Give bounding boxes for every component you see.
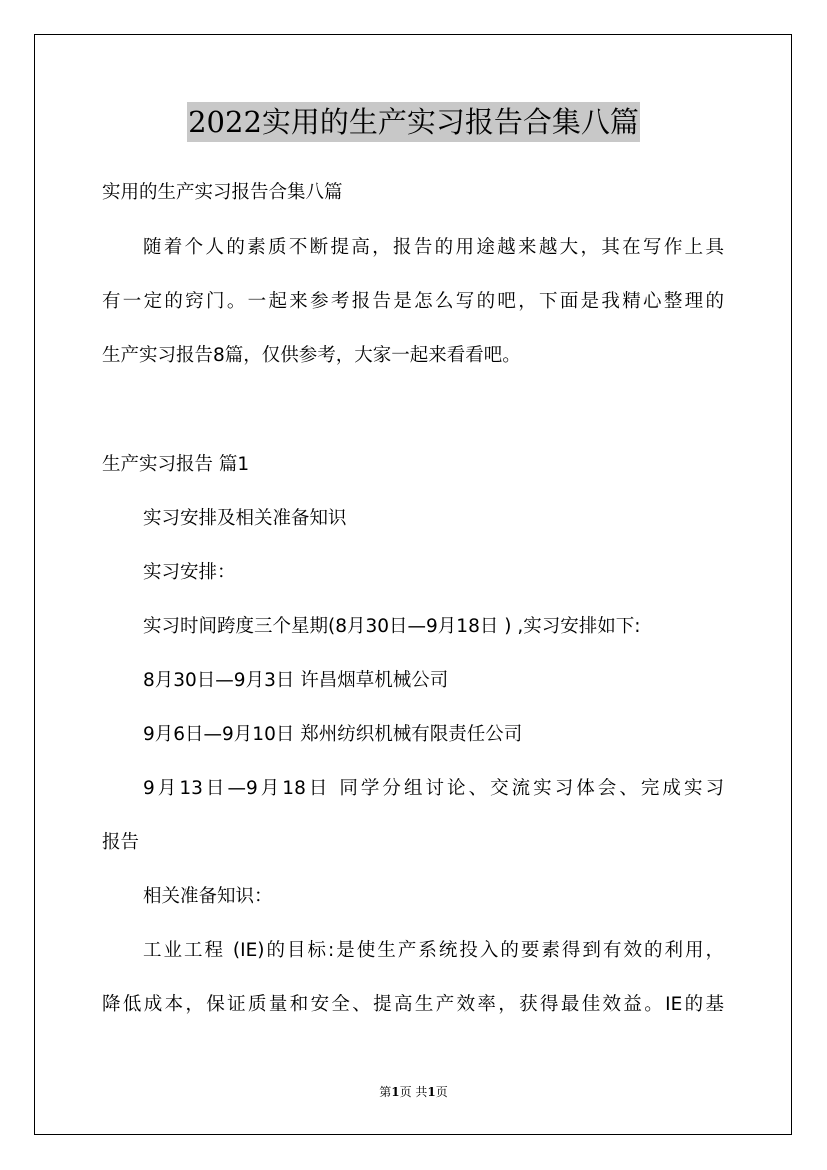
body-line: 8月30日—9月3日 许昌烟草机械公司 bbox=[143, 670, 449, 691]
body-line: 降低成本，保证质量和安全、提高生产效率，获得最佳效益。IE的基 bbox=[102, 994, 724, 1015]
body-line: 9月13日—9月18日 同学分组讨论、交流实习体会、完成实习 bbox=[143, 778, 724, 799]
intro-line-3: 生产实习报告8篇，仅供参考，大家一起来看看吧。 bbox=[102, 345, 521, 366]
title-container bbox=[0, 102, 827, 142]
footer-suffix: 页 bbox=[435, 1085, 448, 1099]
footer-page-total: 1 bbox=[427, 1085, 436, 1099]
body-line: 报告 bbox=[102, 832, 140, 853]
footer-mid: 页 共 bbox=[399, 1085, 428, 1099]
page-footer bbox=[0, 1083, 827, 1100]
body-line: 9月6日—9月10日 郑州纺织机械有限责任公司 bbox=[143, 724, 523, 745]
body-line: 工业工程 (IE)的目标:是使生产系统投入的要素得到有效的利用， bbox=[143, 940, 724, 961]
footer-prefix: 第 bbox=[379, 1085, 392, 1099]
document-title: 2022实用的生产实习报告合集八篇 bbox=[187, 102, 640, 142]
intro-line-2: 有一定的窍门。一起来参考报告是怎么写的吧，下面是我精心整理的 bbox=[102, 291, 724, 312]
footer-page-number: 1 bbox=[391, 1085, 400, 1099]
intro-line-1: 随着个人的素质不断提高，报告的用途越来越大，其在写作上具 bbox=[143, 237, 724, 258]
body-line: 实习安排及相关准备知识 bbox=[143, 508, 347, 529]
body-line: 相关准备知识： bbox=[143, 886, 273, 907]
section-heading: 生产实习报告 篇1 bbox=[102, 454, 250, 475]
body-line: 实习时间跨度三个星期(8月30日—9月18日 ) ,实习安排如下: bbox=[143, 616, 641, 637]
document-subtitle: 实用的生产实习报告合集八篇 bbox=[102, 182, 343, 203]
body-line: 实习安排： bbox=[143, 562, 236, 583]
